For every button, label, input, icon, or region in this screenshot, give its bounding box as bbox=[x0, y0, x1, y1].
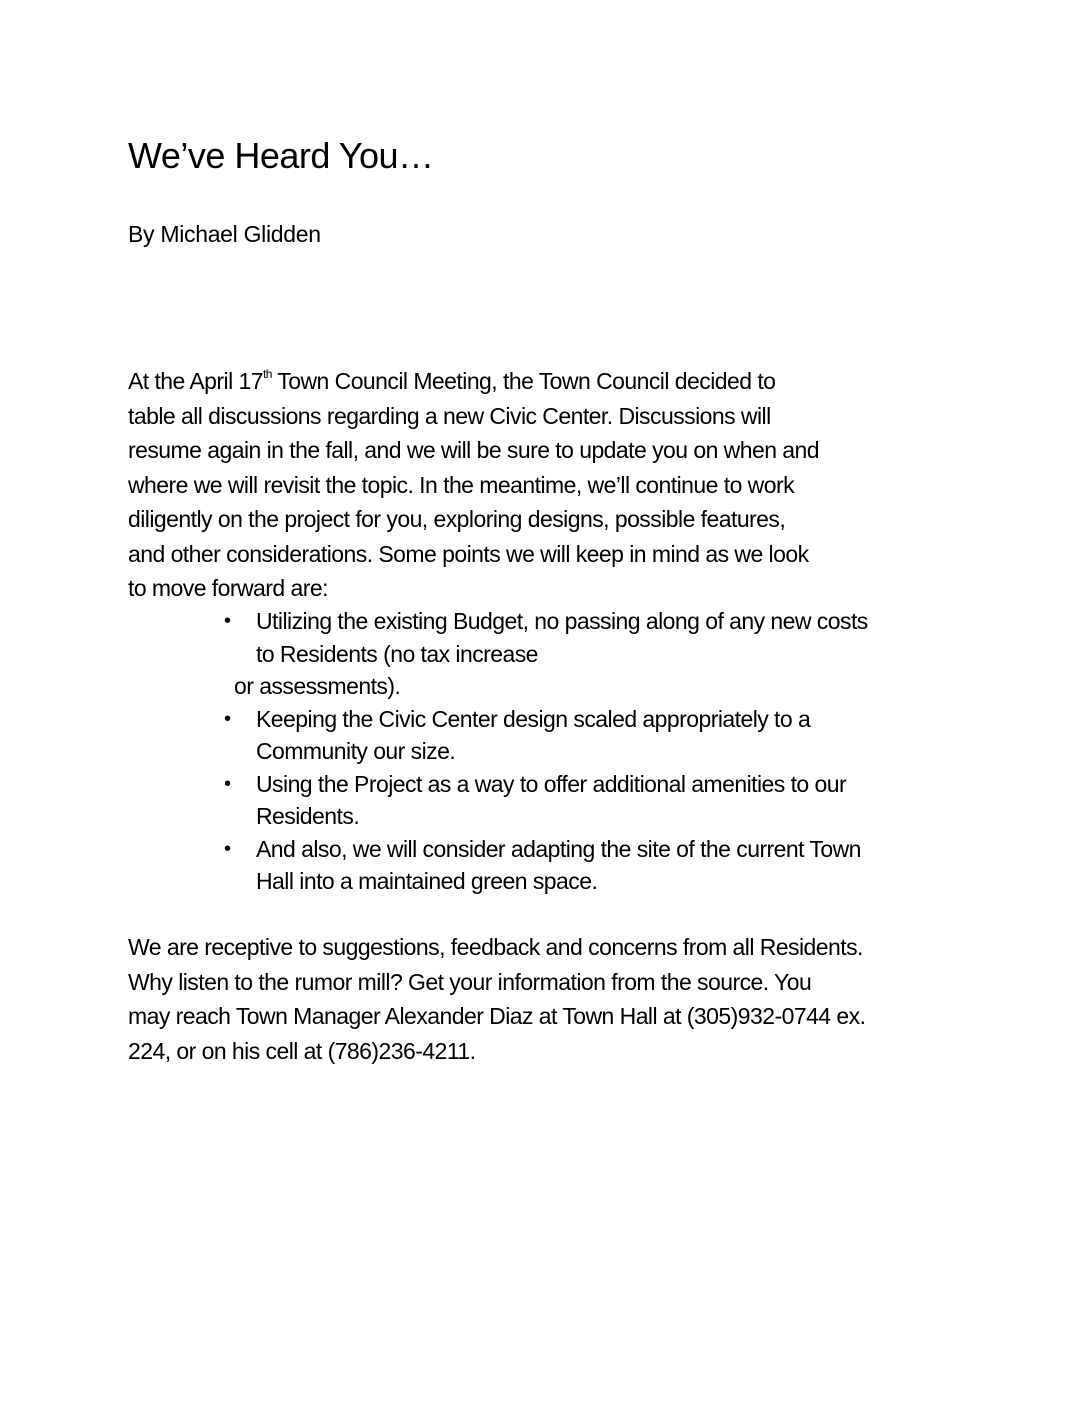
paragraph-line: where we will revisit the topic. In the meantime, we’ll continue to work bbox=[128, 471, 795, 498]
list-item-line: Using the Project as a way to offer additional amenities to our bbox=[256, 770, 847, 797]
list-item bbox=[128, 833, 968, 898]
paragraph-line: to move forward are: bbox=[128, 575, 328, 601]
text-run: At the April 17 bbox=[128, 368, 263, 394]
bullet-icon: • bbox=[224, 772, 231, 795]
list-item bbox=[128, 703, 968, 768]
paragraph-line: may reach Town Manager Alexander Diaz at Town Hall at (305)932-0744 ex. bbox=[128, 1003, 866, 1029]
bullet-icon: • bbox=[224, 707, 231, 730]
intro-paragraph bbox=[128, 364, 968, 606]
text-run: Town Council Meeting, the Town Council decided to bbox=[271, 368, 776, 394]
key-points-list bbox=[128, 605, 968, 898]
list-item-line: Keeping the Civic Center design scaled appropriately to a bbox=[256, 705, 811, 732]
list-item bbox=[128, 768, 968, 833]
list-item-line: or assessments). bbox=[234, 673, 401, 699]
paragraph-line: table all discussions regarding a new Civic Center. Discussions will bbox=[128, 402, 771, 429]
bullet-icon: • bbox=[224, 610, 231, 632]
list-item-line: Utilizing the existing Budget, no passing along of any new costs bbox=[256, 608, 868, 634]
list-item-line: Community our size. bbox=[256, 738, 456, 764]
paragraph-line: 224, or on his cell at (786)236-4211. bbox=[128, 1037, 476, 1064]
paragraph-line: diligently on the project for you, exploring designs, possible features, bbox=[128, 506, 786, 532]
ordinal-suffix: th bbox=[262, 367, 272, 381]
paragraph-line: Why listen to the rumor mill? Get your information from the source. You bbox=[128, 968, 812, 995]
paragraph-line: We are receptive to suggestions, feedback and concerns from all Residents. bbox=[128, 934, 863, 960]
list-item-line: And also, we will consider adapting the site of the current Town bbox=[256, 835, 861, 862]
list-item-line: Hall into a maintained green space. bbox=[256, 868, 598, 894]
list-item-continuation bbox=[128, 670, 968, 703]
list-item-line: to Residents (no tax increase bbox=[256, 640, 538, 667]
paragraph-line bbox=[128, 364, 968, 399]
paragraph-line: and other considerations. Some points we will keep in mind as we look bbox=[128, 540, 809, 567]
contact-paragraph bbox=[128, 930, 968, 1068]
author-byline: By Michael Glidden bbox=[128, 221, 321, 247]
document-title: We’ve Heard You… bbox=[128, 135, 434, 176]
paragraph-line: resume again in the fall, and we will be sure to update you on when and bbox=[128, 437, 820, 463]
bullet-icon: • bbox=[224, 837, 231, 860]
list-item-line: Residents. bbox=[256, 803, 360, 829]
list-item bbox=[128, 605, 968, 670]
